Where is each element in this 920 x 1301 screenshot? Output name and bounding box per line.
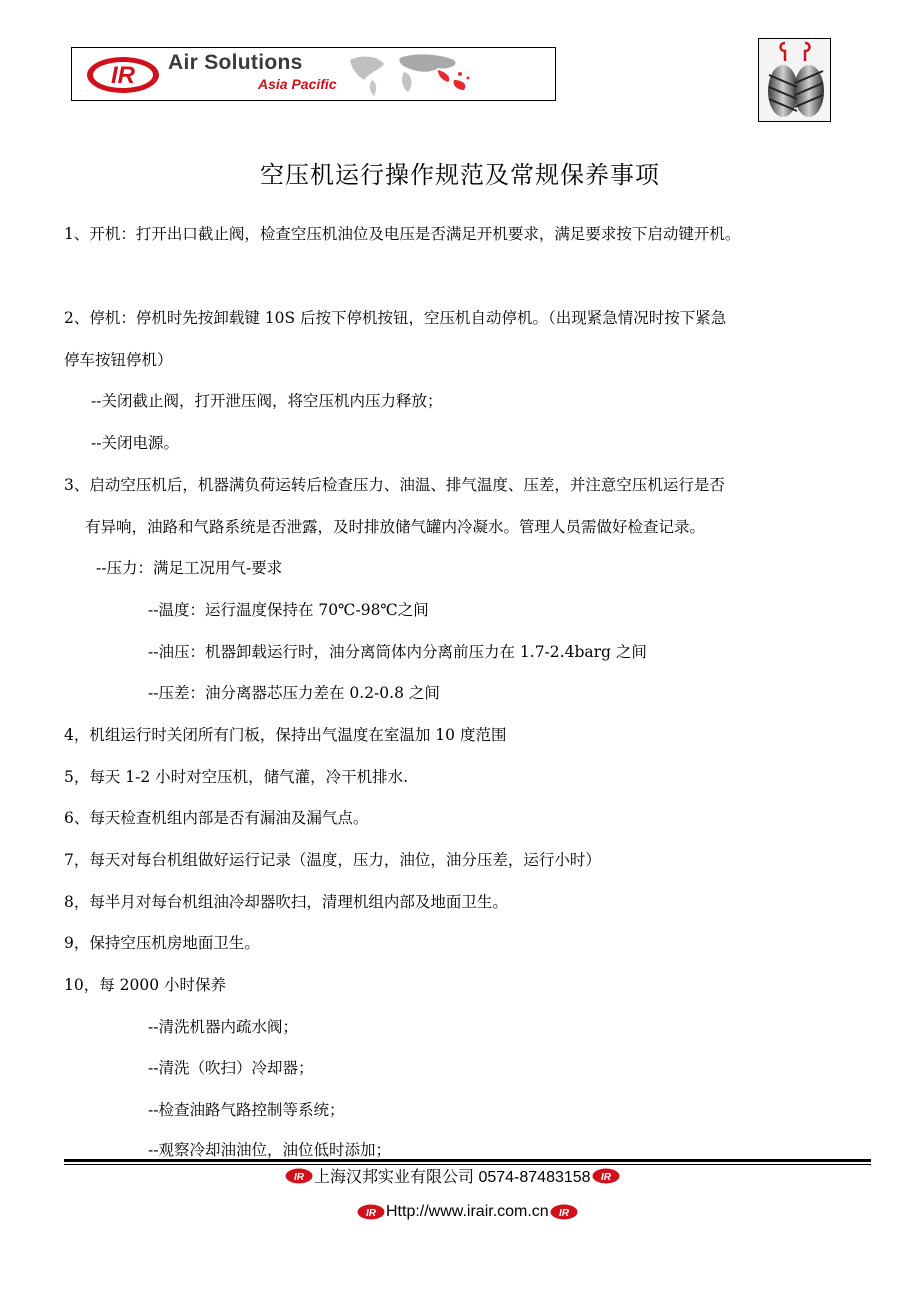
footer-website	[356, 1203, 579, 1221]
line-2-sub-2: --关闭电源。	[91, 434, 179, 452]
banner-subtitle: Asia Pacific	[258, 76, 337, 92]
svg-text:IR: IR	[558, 1208, 569, 1219]
line-2-sub-1: --关闭截止阀，打开泄压阀，将空压机内压力释放；	[91, 392, 443, 410]
line-3-sub-pressure: --压力：满足工况用气-要求	[96, 559, 283, 577]
line-3-sub-pressure-diff: --压差：油分离器芯压力差在 0.2-0.8 之间	[148, 684, 440, 702]
line-9: 9，保持空压机房地面卫生。	[64, 934, 260, 952]
line-4: 4，机组运行时关闭所有门板，保持出气温度在室温加 10 度范围	[64, 726, 507, 744]
line-10-sub-4: --观察冷却油油位，油位低时添加；	[148, 1141, 391, 1159]
ir-logo-small-icon	[592, 1168, 620, 1184]
line-5: 5，每天 1-2 小时对空压机，储气灌，冷干机排水.	[64, 768, 409, 786]
line-3-sub-oil-pressure: --油压：机器卸载运行时，油分离筒体内分离前压力在 1.7-2.4barg 之间	[148, 643, 647, 661]
line-1-start: 1、开机：打开出口截止阀，检查空压机油位及电压是否满足开机要求，满足要求按下启动键开机。	[64, 225, 741, 243]
line-8: 8，每半月对每台机组油冷却器吹扫，清理机组内部及地面卫生。	[64, 893, 508, 911]
line-6: 6、每天检查机组内部是否有漏油及漏气点。	[64, 809, 369, 827]
world-map-icon	[342, 50, 492, 98]
line-3-sub-temperature: --温度：运行温度保持在 70℃-98℃之间	[148, 601, 429, 619]
ir-logo-text: IR	[111, 62, 135, 89]
svg-text:IR: IR	[294, 1171, 304, 1183]
svg-text:IR: IR	[366, 1208, 376, 1219]
ir-logo-small-icon	[550, 1204, 578, 1220]
svg-text:IR: IR	[600, 1171, 611, 1183]
line-10: 10，每 2000 小时保养	[64, 976, 227, 994]
line-3-check-cont: 有异响，油路和气路系统是否泄露，及时排放储气罐内冷凝水。管理人员需做好检查记录。	[85, 518, 706, 536]
line-3-check: 3、启动空压机后，机器满负荷运转后检查压力、油温、排气温度、压差，并注意空压机运行是否	[64, 476, 725, 494]
footer-company-text: 上海汉邦实业有限公司 0574-87483158	[314, 1169, 591, 1186]
ir-logo-icon	[86, 56, 160, 94]
banner-title: Air Solutions	[168, 51, 303, 74]
page-title: 空压机运行操作规范及常规保养事项	[260, 161, 660, 189]
ir-logo-small-icon	[285, 1168, 313, 1184]
footer-website-link[interactable]: Http://www.irair.com.cn	[386, 1203, 549, 1220]
line-7: 7，每天对每台机组做好运行记录（温度，压力，油位，油分压差，运行小时）	[64, 851, 601, 869]
footer-divider	[64, 1159, 871, 1162]
screw-rotor-icon	[759, 39, 831, 122]
screw-rotor-image	[758, 38, 831, 122]
ir-logo-small-icon	[357, 1204, 385, 1220]
line-10-sub-2: --清洗（吹扫）冷却器；	[148, 1059, 314, 1077]
line-2-stop: 2、停机：停机时先按卸载键 10S 后按下停机按钮，空压机自动停机。（出现紧急情况时按下紧急	[64, 309, 727, 327]
line-10-sub-1: --清洗机器内疏水阀；	[148, 1018, 298, 1036]
line-10-sub-3: --检查油路气路控制等系统；	[148, 1101, 345, 1119]
header-banner	[71, 47, 556, 101]
line-2-stop-cont: 停车按钮停机）	[64, 351, 173, 369]
footer-company	[284, 1164, 621, 1187]
